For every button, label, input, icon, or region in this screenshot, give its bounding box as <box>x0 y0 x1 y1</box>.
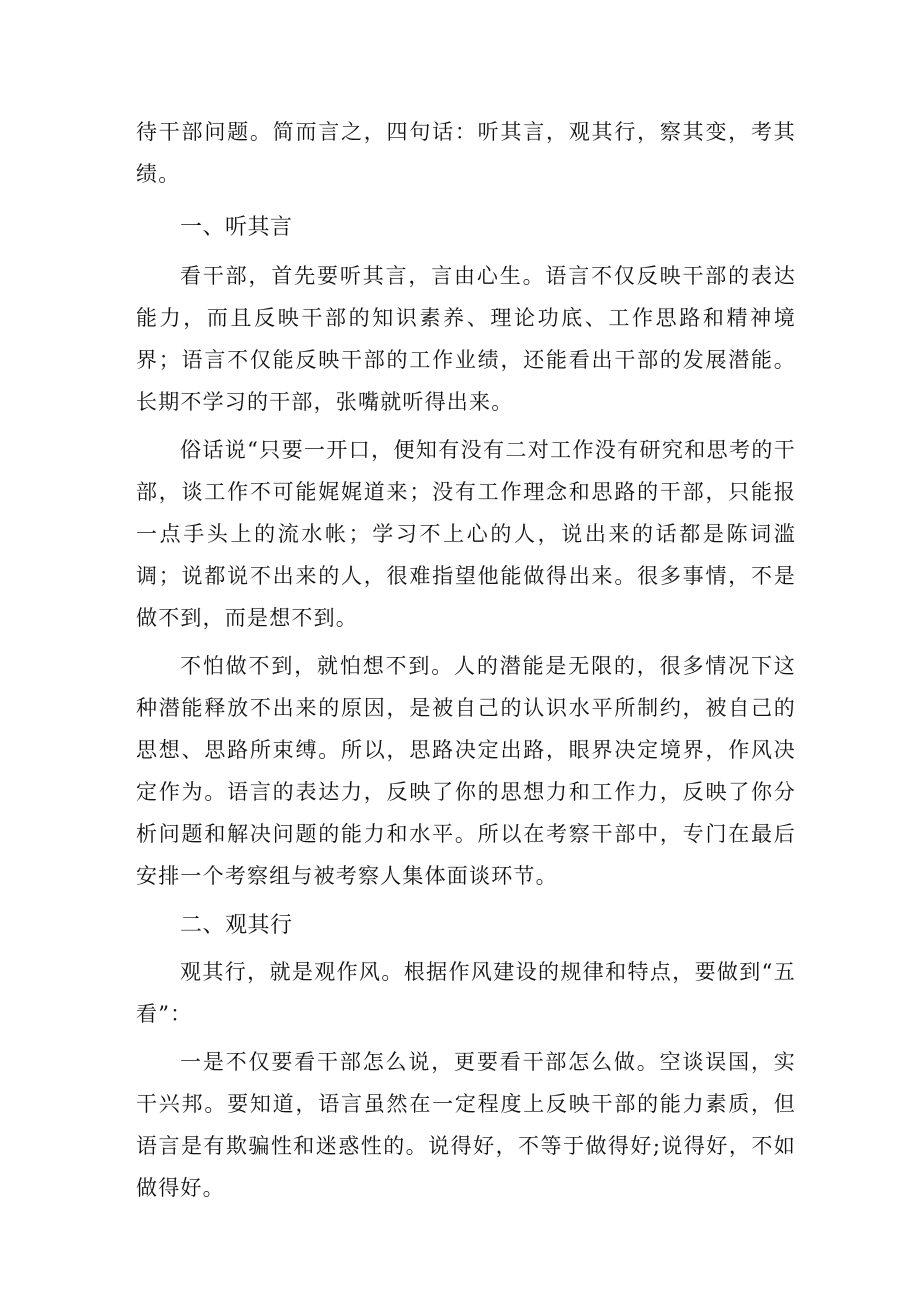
section-heading-listen: 一、听其言 <box>180 215 293 240</box>
section2-paragraph-2: 一是不仅要看干部怎么说，更要看干部怎么做。空谈误国，实干兴邦。要知道，语言虽然在一定程度上反映干部的能力素质，但语言是有欺骗性和迷惑性的。说得好，不等于做得好;说得好，不如做得好。 <box>136 1050 796 1200</box>
section-heading-observe: 二、观其行 <box>180 913 293 938</box>
intro-paragraph: 待干部问题。简而言之，四句话：听其言，观其行，察其变，考其绩。 <box>136 120 796 186</box>
section1-paragraph-2: 俗话说“只要一开口，便知有没有二对工作没有研究和思考的干部，谈工作不可能娓娓道来；没有工作理念和思路的干部，只能报一点手头上的流水帐；学习不上心的人，说出来的话都是陈词滥调；说都说不出来的人，很难指望他能做得出来。很多事情，不是做不到，而是想不到。 <box>136 438 796 630</box>
document-body <box>136 111 796 1209</box>
section1-paragraph-3: 不怕做不到，就怕想不到。人的潜能是无限的，很多情况下这种潜能释放不出来的原因，是被自己的认识水平所制约，被自己的思想、思路所束缚。所以，思路决定出路，眼界决定境界，作风决定作为。语言的表达力，反映了你的思想力和工作力，反映了你分析问题和解决问题的能力和水平。所以在考察干部中，专门在最后安排一个考察组与被考察人集体面谈环节。 <box>136 654 796 888</box>
section1-paragraph-1: 看干部，首先要听其言，言由心生。语言不仅反映干部的表达能力，而且反映干部的知识素养、理论功底、工作思路和精神境界；语言不仅能反映干部的工作业绩，还能看出干部的发展潜能。长期不学习的干部，张嘴就听得出来。 <box>136 264 796 414</box>
section2-paragraph-1: 观其行，就是观作风。根据作风建设的规律和特点，要做到“五看”： <box>136 960 796 1026</box>
